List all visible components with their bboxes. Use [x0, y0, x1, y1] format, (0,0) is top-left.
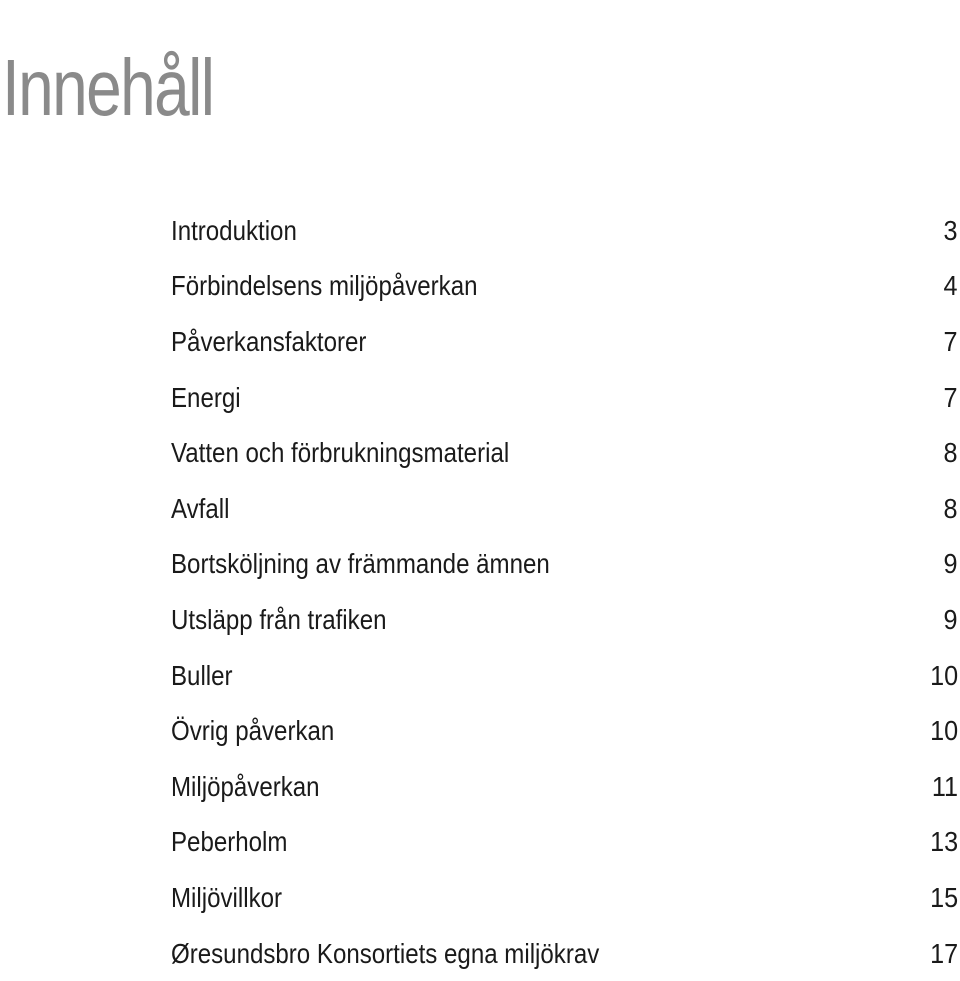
toc-entry-page: 17	[929, 937, 958, 969]
toc-entry-page: 13	[929, 826, 958, 858]
toc-entry[interactable]	[171, 425, 958, 481]
toc-entry-page: 8	[943, 492, 958, 524]
toc-entry-title: Introduktion	[171, 214, 297, 246]
toc-entry[interactable]	[171, 203, 958, 259]
toc-entry-title: Buller	[171, 659, 233, 691]
toc-entry-title: Förbindelsens miljöpåverkan	[171, 270, 478, 302]
toc-entry[interactable]	[171, 592, 958, 648]
toc-entry-title: Miljövillkor	[171, 881, 283, 913]
toc-entry[interactable]	[171, 259, 958, 315]
toc-entry[interactable]	[171, 759, 958, 815]
toc-entry-title: Bortsköljning av främmande ämnen	[171, 548, 550, 580]
toc-entry[interactable]	[171, 314, 958, 370]
toc-entry-page: 4	[943, 270, 958, 302]
toc-entry-page: 3	[943, 214, 958, 246]
toc-entry-title: Övrig påverkan	[171, 715, 335, 747]
toc-entry[interactable]	[171, 481, 958, 537]
toc-entry-page: 11	[931, 770, 958, 802]
toc-entry-page: 10	[929, 715, 958, 747]
toc-entry-page: 7	[943, 381, 958, 413]
toc-entry-page: 15	[929, 881, 958, 913]
toc-entry-title: Øresundsbro Konsortiets egna miljökrav	[171, 937, 600, 969]
toc-entry[interactable]	[171, 537, 958, 593]
toc-entry-title: Utsläpp från trafiken	[171, 603, 387, 635]
toc-entry-title: Peberholm	[171, 826, 288, 858]
toc-entry-page: 8	[943, 437, 958, 469]
table-of-contents	[171, 203, 958, 981]
toc-entry-title: Påverkansfaktorer	[171, 325, 367, 357]
toc-entry[interactable]	[171, 815, 958, 871]
toc-entry-page: 7	[943, 325, 958, 357]
toc-entry-page: 10	[929, 659, 958, 691]
toc-entry[interactable]	[171, 703, 958, 759]
toc-entry-page: 9	[943, 603, 958, 635]
toc-entry[interactable]	[171, 370, 958, 426]
page-title: Innehåll	[2, 42, 214, 132]
toc-entry-page: 9	[943, 548, 958, 580]
toc-entry-title: Energi	[171, 381, 241, 413]
toc-entry[interactable]	[171, 926, 958, 981]
toc-entry-title: Miljöpåverkan	[171, 770, 320, 802]
toc-entry-title: Vatten och förbrukningsmaterial	[171, 437, 510, 469]
toc-entry-title: Avfall	[171, 492, 230, 524]
toc-entry[interactable]	[171, 870, 958, 926]
toc-entry[interactable]	[171, 648, 958, 704]
